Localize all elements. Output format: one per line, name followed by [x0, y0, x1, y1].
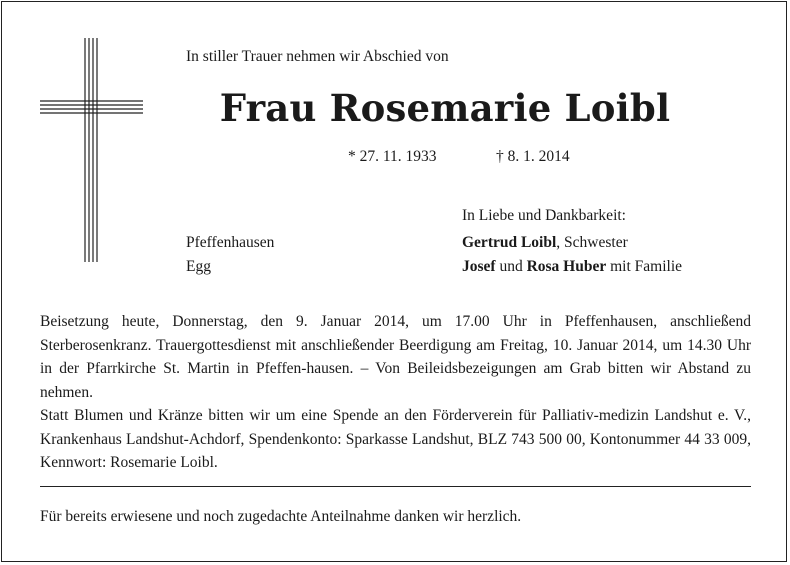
- funeral-details-paragraph: Beisetzung heute, Donnerstag, den 9. Januar 2014, um 17.00 Uhr in Pfeffenhausen, anschließend Sterberosenkranz. Trauergottesdienst mit anschließender Beerdigung am Freitag, 10. Januar 2014, um 14.30 Uhr in der Pfarrkirche St. Martin in Pfeffen-hausen. – Von Beileidsbezeigungen am Grab bitten wir Abstand zu nehmen.: [40, 313, 751, 401]
- mourner-name: Rosa Huber: [526, 258, 607, 275]
- thanks-text: Für bereits erwiesene und noch zugedachte Anteilnahme danken wir herzlich.: [40, 508, 522, 525]
- intro-text: In stiller Trauer nehmen wir Abschied von: [186, 48, 449, 65]
- mourner-name: Josef: [462, 258, 496, 275]
- mourners-heading: In Liebe und Dankbarkeit:: [462, 207, 626, 224]
- birth-date: * 27. 11. 1933: [348, 148, 437, 165]
- mourner-conjunction: und: [495, 258, 527, 275]
- deceased-name: Frau Rosemarie Loibl: [219, 86, 671, 130]
- mourner-relation: , Schwester: [556, 234, 628, 251]
- mourner-line-2: [462, 258, 682, 276]
- donation-paragraph: Statt Blumen und Kränze bitten wir um eine Spende an den Förderverein für Palliativ-medizin Landshut e. V., Krankenhaus Landshut-Achdorf, Spendenkonto: Sparkasse Landshut, BLZ 743 500 00, Kontonummer 44 33 009, Kennwort: Rosemarie Loibl.: [40, 407, 751, 471]
- place-egg: Egg: [186, 258, 211, 275]
- place-pfeffenhausen: Pfeffenhausen: [186, 234, 275, 251]
- death-date: † 8. 1. 2014: [496, 148, 570, 165]
- mourner-line-1: [462, 234, 628, 252]
- mourner-name: Gertrud Loibl: [462, 234, 557, 251]
- divider: [40, 486, 751, 487]
- mourner-relation: mit Familie: [606, 258, 683, 275]
- cross-icon: [0, 0, 160, 270]
